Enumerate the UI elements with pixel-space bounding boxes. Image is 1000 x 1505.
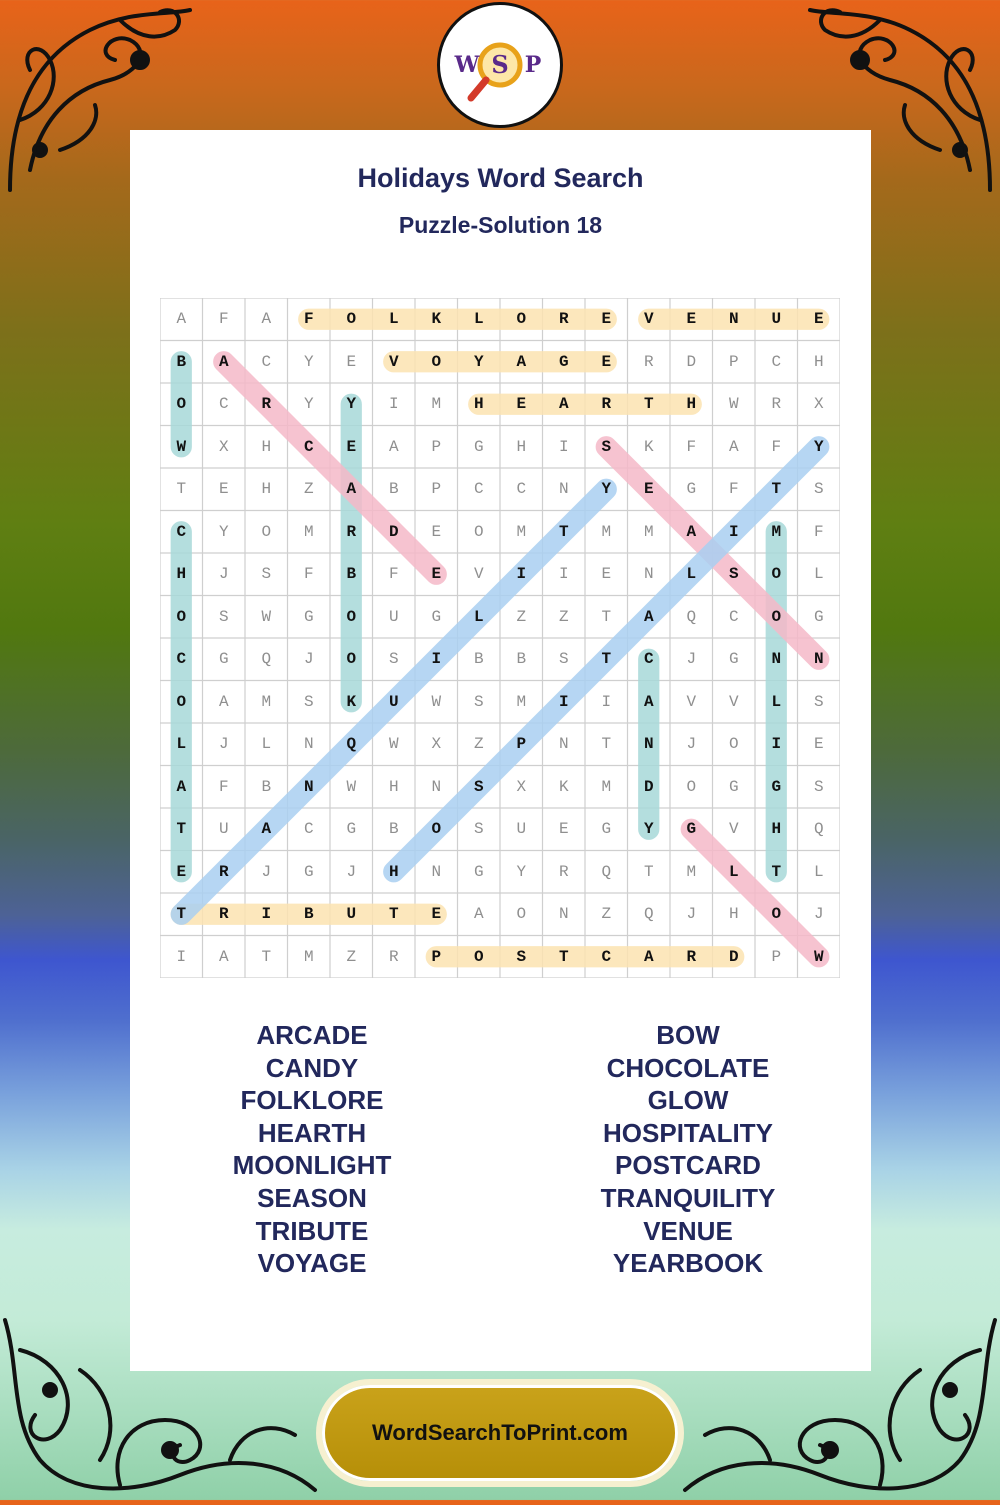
grid-cell[interactable]: C — [218, 395, 229, 414]
grid-cell[interactable]: G — [346, 820, 357, 839]
logo-letter-w: W — [454, 52, 480, 78]
grid-cell[interactable]: O — [728, 735, 739, 754]
grid-cell[interactable]: U — [388, 607, 399, 626]
grid-cell[interactable]: T — [771, 480, 782, 499]
grid-cell[interactable]: N — [771, 650, 782, 669]
grid-cell[interactable]: E — [431, 565, 442, 584]
grid-cell[interactable]: B — [516, 650, 527, 669]
grid-cell[interactable]: J — [813, 905, 824, 924]
website-button[interactable] — [322, 1385, 678, 1481]
page-subtitle: Puzzle-Solution 18 — [398, 212, 603, 238]
grid-cell[interactable]: S — [558, 650, 569, 669]
grid-cell[interactable]: A — [643, 692, 654, 711]
grid-cell[interactable]: U — [346, 905, 357, 924]
grid-cell[interactable]: W — [813, 947, 824, 966]
word-list-item: FOLKLORE — [240, 1085, 384, 1116]
grid-cell[interactable]: B — [473, 650, 484, 669]
grid-cell[interactable]: L — [771, 692, 782, 711]
grid-cell[interactable]: N — [558, 905, 569, 924]
grid-cell[interactable]: T — [601, 650, 612, 669]
grid-cell[interactable]: Y — [473, 352, 484, 371]
grid-cell[interactable]: M — [516, 522, 527, 541]
grid-cell[interactable]: I — [728, 522, 739, 541]
grid-cell[interactable]: N — [303, 735, 314, 754]
grid-cell[interactable]: O — [771, 565, 782, 584]
word-list-item: TRIBUTE — [255, 1215, 369, 1246]
grid-cell[interactable]: E — [643, 480, 654, 499]
grid-cell[interactable]: W — [346, 777, 357, 796]
grid-cell[interactable]: I — [176, 947, 187, 966]
grid-cell[interactable]: G — [431, 607, 442, 626]
grid-cell[interactable]: F — [388, 565, 399, 584]
grid-letters — [160, 298, 840, 978]
grid-cell[interactable]: O — [431, 820, 442, 839]
grid-cell[interactable]: D — [388, 522, 399, 541]
grid-cell[interactable]: G — [558, 352, 569, 371]
grid-cell[interactable]: S — [303, 692, 314, 711]
grid-cell[interactable]: E — [813, 735, 824, 754]
word-list-item: CANDY — [265, 1052, 359, 1083]
grid-cell[interactable]: B — [388, 820, 399, 839]
grid-cell[interactable]: K — [346, 692, 357, 711]
grid-cell[interactable]: C — [261, 352, 272, 371]
grid-cell[interactable]: U — [218, 820, 229, 839]
grid-cell[interactable]: L — [261, 735, 272, 754]
grid-cell[interactable]: K — [643, 437, 654, 456]
grid-cell[interactable]: O — [771, 607, 782, 626]
grid-cell[interactable]: G — [813, 607, 824, 626]
grid-cell[interactable]: E — [516, 395, 527, 414]
grid-cell[interactable]: F — [771, 437, 782, 456]
word-list-item: BOW — [656, 1020, 720, 1050]
grid-cell[interactable]: T — [643, 395, 654, 414]
grid-cell[interactable]: O — [176, 607, 187, 626]
grid-cell[interactable]: I — [558, 437, 569, 456]
grid-cell[interactable]: R — [558, 862, 569, 881]
grid-cell[interactable]: A — [346, 480, 357, 499]
grid-cell[interactable]: Z — [516, 607, 527, 626]
grid-cell[interactable]: Q — [686, 607, 697, 626]
logo-letter-p: P — [524, 52, 542, 78]
grid-cell[interactable]: V — [643, 310, 654, 329]
grid-cell[interactable]: O — [686, 777, 697, 796]
grid-cell[interactable]: X — [431, 735, 442, 754]
grid-cell[interactable]: Y — [218, 522, 229, 541]
grid-cell[interactable]: R — [261, 395, 272, 414]
grid-cell[interactable]: S — [813, 692, 824, 711]
grid-cell[interactable]: F — [813, 522, 824, 541]
grid-cell[interactable]: E — [431, 522, 442, 541]
grid-cell[interactable]: M — [601, 777, 612, 796]
grid-cell[interactable]: N — [643, 565, 654, 584]
grid-cell[interactable]: W — [388, 735, 399, 754]
grid-cell[interactable]: E — [218, 480, 229, 499]
grid-cell[interactable]: M — [601, 522, 612, 541]
wsp-logo — [437, 2, 563, 128]
grid-cell[interactable]: Q — [643, 905, 654, 924]
word-list-item: GLOW — [647, 1085, 729, 1116]
grid-cell[interactable]: A — [218, 947, 229, 966]
grid-cell[interactable]: J — [303, 650, 314, 669]
grid-cell[interactable]: F — [218, 777, 229, 796]
grid-cell[interactable]: V — [728, 692, 739, 711]
grid-cell[interactable]: S — [813, 480, 824, 499]
grid-cell[interactable]: C — [303, 820, 314, 839]
grid-cell[interactable]: C — [303, 437, 314, 456]
grid-cell[interactable]: F — [303, 565, 314, 584]
grid-cell[interactable]: G — [473, 437, 484, 456]
grid-cell[interactable]: D — [643, 777, 654, 796]
grid-cell[interactable]: S — [261, 565, 272, 584]
grid-cell[interactable]: T — [176, 820, 187, 839]
grid-cell[interactable]: G — [303, 607, 314, 626]
grid-cell[interactable]: T — [643, 862, 654, 881]
grid-cell[interactable]: P — [431, 437, 442, 456]
grid-cell[interactable]: B — [388, 480, 399, 499]
grid-cell[interactable]: S — [218, 607, 229, 626]
grid-cell[interactable]: R — [218, 905, 229, 924]
word-list-item: MOONLIGHT — [232, 1150, 392, 1181]
grid-cell[interactable]: Z — [473, 735, 484, 754]
grid-cell[interactable]: J — [686, 735, 697, 754]
grid-cell[interactable]: H — [813, 352, 824, 371]
grid-cell[interactable]: O — [516, 310, 527, 329]
grid-cell[interactable]: O — [473, 947, 484, 966]
grid-cell[interactable]: G — [728, 777, 739, 796]
grid-cell[interactable]: G — [686, 820, 697, 839]
grid-cell[interactable]: V — [473, 565, 484, 584]
grid-cell[interactable]: G — [303, 862, 314, 881]
grid-cell[interactable]: M — [686, 862, 697, 881]
grid-cell[interactable]: E — [346, 352, 357, 371]
grid-cell[interactable]: B — [346, 565, 357, 584]
grid-cell[interactable]: T — [601, 735, 612, 754]
grid-cell[interactable]: I — [558, 565, 569, 584]
grid-cell[interactable]: L — [813, 565, 824, 584]
grid-cell[interactable]: Q — [813, 820, 824, 839]
grid-cell[interactable]: J — [686, 650, 697, 669]
grid-cell[interactable]: S — [388, 650, 399, 669]
grid-cell[interactable]: A — [388, 437, 399, 456]
grid-cell[interactable]: M — [643, 522, 654, 541]
grid-cell[interactable]: H — [388, 862, 399, 881]
website-label: WordSearchToPrint.com — [372, 1420, 628, 1445]
grid-cell[interactable]: L — [728, 862, 739, 881]
grid-cell[interactable]: A — [176, 310, 187, 329]
grid-cell[interactable]: O — [473, 522, 484, 541]
grid-cell[interactable]: T — [261, 947, 272, 966]
grid-cell[interactable]: O — [346, 607, 357, 626]
grid-cell[interactable]: B — [303, 905, 314, 924]
grid-cell[interactable]: H — [388, 777, 399, 796]
grid-cell[interactable]: E — [601, 310, 612, 329]
word-list-item: POSTCARD — [615, 1150, 761, 1181]
grid-cell[interactable]: N — [558, 735, 569, 754]
grid-cell[interactable]: O — [771, 905, 782, 924]
word-list-item: YEARBOOK — [612, 1248, 764, 1279]
grid-cell[interactable]: H — [728, 905, 739, 924]
grid-cell[interactable]: N — [431, 777, 442, 796]
logo-letter-s: S — [491, 50, 509, 79]
grid-cell[interactable]: G — [771, 777, 782, 796]
grid-cell[interactable]: S — [516, 947, 527, 966]
word-list-left — [162, 1018, 462, 1279]
grid-cell[interactable]: R — [558, 310, 569, 329]
grid-cell[interactable]: H — [261, 480, 272, 499]
grid-cell[interactable]: Y — [813, 437, 824, 456]
grid-cell[interactable]: E — [346, 437, 357, 456]
word-list-item: HOSPITALITY — [603, 1117, 773, 1148]
grid-cell[interactable]: U — [771, 310, 782, 329]
grid-cell[interactable]: H — [771, 820, 782, 839]
grid-cell[interactable]: L — [176, 735, 187, 754]
grid-cell[interactable]: F — [303, 310, 314, 329]
grid-cell[interactable]: A — [558, 395, 569, 414]
grid-cell[interactable]: G — [686, 480, 697, 499]
grid-cell[interactable]: K — [558, 777, 569, 796]
grid-cell[interactable]: W — [728, 395, 739, 414]
grid-cell[interactable]: U — [516, 820, 527, 839]
grid-cell[interactable]: J — [261, 862, 272, 881]
grid-cell[interactable]: S — [601, 437, 612, 456]
grid-cell[interactable]: M — [261, 692, 272, 711]
grid-cell[interactable]: S — [473, 777, 484, 796]
grid-cell[interactable]: T — [601, 607, 612, 626]
grid-cell[interactable]: T — [388, 905, 399, 924]
grid-cell[interactable]: T — [771, 862, 782, 881]
grid-cell[interactable]: L — [686, 565, 697, 584]
grid-cell[interactable]: R — [643, 352, 654, 371]
grid-cell[interactable]: A — [643, 947, 654, 966]
grid-cell[interactable]: Q — [601, 862, 612, 881]
grid-cell[interactable]: J — [346, 862, 357, 881]
grid-cell[interactable]: I — [431, 650, 442, 669]
word-list-right — [538, 1018, 838, 1279]
grid-cell[interactable]: B — [176, 352, 187, 371]
grid-cell[interactable]: E — [601, 352, 612, 371]
grid-cell[interactable]: R — [771, 395, 782, 414]
grid-cell[interactable]: A — [516, 352, 527, 371]
grid-cell[interactable]: N — [558, 480, 569, 499]
letter-grid — [160, 298, 840, 978]
grid-cell[interactable]: R — [601, 395, 612, 414]
grid-cell[interactable]: A — [643, 607, 654, 626]
grid-cell[interactable]: E — [686, 310, 697, 329]
grid-cell[interactable]: C — [176, 522, 187, 541]
grid-cell[interactable]: O — [176, 395, 187, 414]
grid-cell[interactable]: L — [473, 310, 484, 329]
grid-cell[interactable]: O — [346, 650, 357, 669]
grid-cell[interactable]: A — [176, 777, 187, 796]
grid-cell[interactable]: L — [473, 607, 484, 626]
grid-cell[interactable]: I — [558, 692, 569, 711]
grid-cell[interactable]: E — [558, 820, 569, 839]
grid-cell[interactable]: A — [473, 905, 484, 924]
grid-cell[interactable]: G — [728, 650, 739, 669]
grid-cell[interactable]: C — [728, 607, 739, 626]
grid-cell[interactable]: W — [261, 607, 272, 626]
word-list-item: ARCADE — [256, 1020, 368, 1050]
grid-cell[interactable]: H — [516, 437, 527, 456]
grid-cell[interactable]: Y — [303, 395, 314, 414]
grid-cell[interactable]: J — [218, 565, 229, 584]
grid-cell[interactable]: E — [431, 905, 442, 924]
grid-cell[interactable]: E — [601, 565, 612, 584]
grid-cell[interactable]: N — [643, 735, 654, 754]
grid-cell[interactable]: X — [218, 437, 229, 456]
grid-cell[interactable]: C — [601, 947, 612, 966]
grid-cell[interactable]: J — [686, 905, 697, 924]
grid-cell[interactable]: M — [771, 522, 782, 541]
grid-cell[interactable]: H — [261, 437, 272, 456]
grid-cell[interactable]: H — [473, 395, 484, 414]
grid-cell[interactable]: V — [388, 352, 399, 371]
grid-cell[interactable]: D — [728, 947, 739, 966]
grid-cell[interactable]: A — [261, 820, 272, 839]
grid-cell[interactable]: X — [813, 395, 824, 414]
grid-cell[interactable]: M — [303, 947, 314, 966]
grid-cell[interactable]: K — [431, 310, 442, 329]
grid-cell[interactable]: A — [218, 352, 229, 371]
grid-cell[interactable]: R — [218, 862, 229, 881]
grid-cell[interactable]: E — [813, 310, 824, 329]
grid-cell[interactable]: O — [346, 310, 357, 329]
grid-cell[interactable]: U — [388, 692, 399, 711]
grid-cell[interactable]: Q — [261, 650, 272, 669]
grid-cell[interactable]: T — [558, 522, 569, 541]
grid-cell[interactable]: Z — [303, 480, 314, 499]
grid-cell[interactable]: V — [686, 692, 697, 711]
grid-cell[interactable]: E — [176, 862, 187, 881]
grid-cell[interactable]: A — [686, 522, 697, 541]
grid-cell[interactable]: W — [431, 692, 442, 711]
word-list-item: VENUE — [643, 1215, 733, 1246]
grid-cell[interactable]: N — [303, 777, 314, 796]
grid-cell[interactable]: Y — [303, 352, 314, 371]
grid-cell[interactable]: H — [686, 395, 697, 414]
grid-cell[interactable]: C — [771, 352, 782, 371]
grid-cell[interactable]: G — [218, 650, 229, 669]
grid-cell[interactable]: R — [346, 522, 357, 541]
grid-cell[interactable]: Y — [346, 395, 357, 414]
word-list-item: TRANQUILITY — [600, 1182, 776, 1213]
grid-cell[interactable]: J — [218, 735, 229, 754]
grid-cell[interactable]: I — [388, 395, 399, 414]
grid-cell[interactable]: F — [728, 480, 739, 499]
grid-cell[interactable]: L — [388, 310, 399, 329]
grid-cell[interactable]: F — [218, 310, 229, 329]
grid-cell[interactable]: S — [813, 777, 824, 796]
grid-cell[interactable]: S — [728, 565, 739, 584]
page-title: Holidays Word Search — [357, 163, 644, 193]
grid-cell[interactable]: I — [516, 565, 527, 584]
grid-cell[interactable]: N — [813, 650, 824, 669]
grid-cell[interactable]: Y — [643, 820, 654, 839]
grid-cell[interactable]: B — [261, 777, 272, 796]
grid-cell[interactable]: Z — [601, 905, 612, 924]
grid-cell[interactable]: C — [643, 650, 654, 669]
grid-cell[interactable]: G — [601, 820, 612, 839]
grid-cell[interactable]: S — [473, 820, 484, 839]
word-list-item: VOYAGE — [257, 1248, 367, 1279]
grid-cell[interactable]: S — [473, 692, 484, 711]
grid-cell[interactable]: V — [728, 820, 739, 839]
grid-cell[interactable]: W — [176, 437, 187, 456]
grid-cell[interactable]: T — [558, 947, 569, 966]
grid-cell[interactable]: M — [516, 692, 527, 711]
grid-cell[interactable]: C — [516, 480, 527, 499]
grid-cell[interactable]: P — [516, 735, 527, 754]
grid-cell[interactable]: M — [303, 522, 314, 541]
word-list-item: CHOCOLATE — [606, 1052, 770, 1083]
grid-cell[interactable]: D — [686, 352, 697, 371]
grid-cell[interactable]: F — [686, 437, 697, 456]
grid-cell[interactable]: P — [431, 480, 442, 499]
grid-cell[interactable]: R — [388, 947, 399, 966]
grid-cell[interactable]: X — [516, 777, 527, 796]
grid-cell[interactable]: N — [431, 862, 442, 881]
grid-cell[interactable]: A — [261, 310, 272, 329]
grid-cell[interactable]: P — [431, 947, 442, 966]
grid-cell[interactable]: T — [176, 905, 187, 924]
grid-cell[interactable]: A — [218, 692, 229, 711]
grid-cell[interactable]: P — [771, 947, 782, 966]
grid-cell[interactable]: I — [261, 905, 272, 924]
grid-cell[interactable]: O — [431, 352, 442, 371]
grid-cell[interactable]: M — [431, 395, 442, 414]
grid-cell[interactable]: L — [813, 862, 824, 881]
grid-cell[interactable]: N — [728, 310, 739, 329]
word-list-item: SEASON — [257, 1182, 367, 1213]
grid-cell[interactable]: O — [261, 522, 272, 541]
grid-cell[interactable]: A — [728, 437, 739, 456]
grid-cell[interactable]: O — [516, 905, 527, 924]
grid-cell[interactable]: C — [176, 650, 187, 669]
grid-cell[interactable]: I — [771, 735, 782, 754]
word-list-item: HEARTH — [257, 1117, 367, 1148]
grid-cell[interactable]: O — [176, 692, 187, 711]
grid-cell[interactable]: C — [473, 480, 484, 499]
grid-cell[interactable]: G — [473, 862, 484, 881]
grid-cell[interactable]: Y — [516, 862, 527, 881]
grid-cell[interactable]: T — [176, 480, 187, 499]
grid-cell[interactable]: Q — [346, 735, 357, 754]
grid-cell[interactable]: Y — [601, 480, 612, 499]
grid-cell[interactable]: Z — [558, 607, 569, 626]
grid-cell[interactable]: I — [601, 692, 612, 711]
grid-cell[interactable]: Z — [346, 947, 357, 966]
grid-cell[interactable]: P — [728, 352, 739, 371]
grid-cell[interactable]: H — [176, 565, 187, 584]
grid-cell[interactable]: R — [686, 947, 697, 966]
